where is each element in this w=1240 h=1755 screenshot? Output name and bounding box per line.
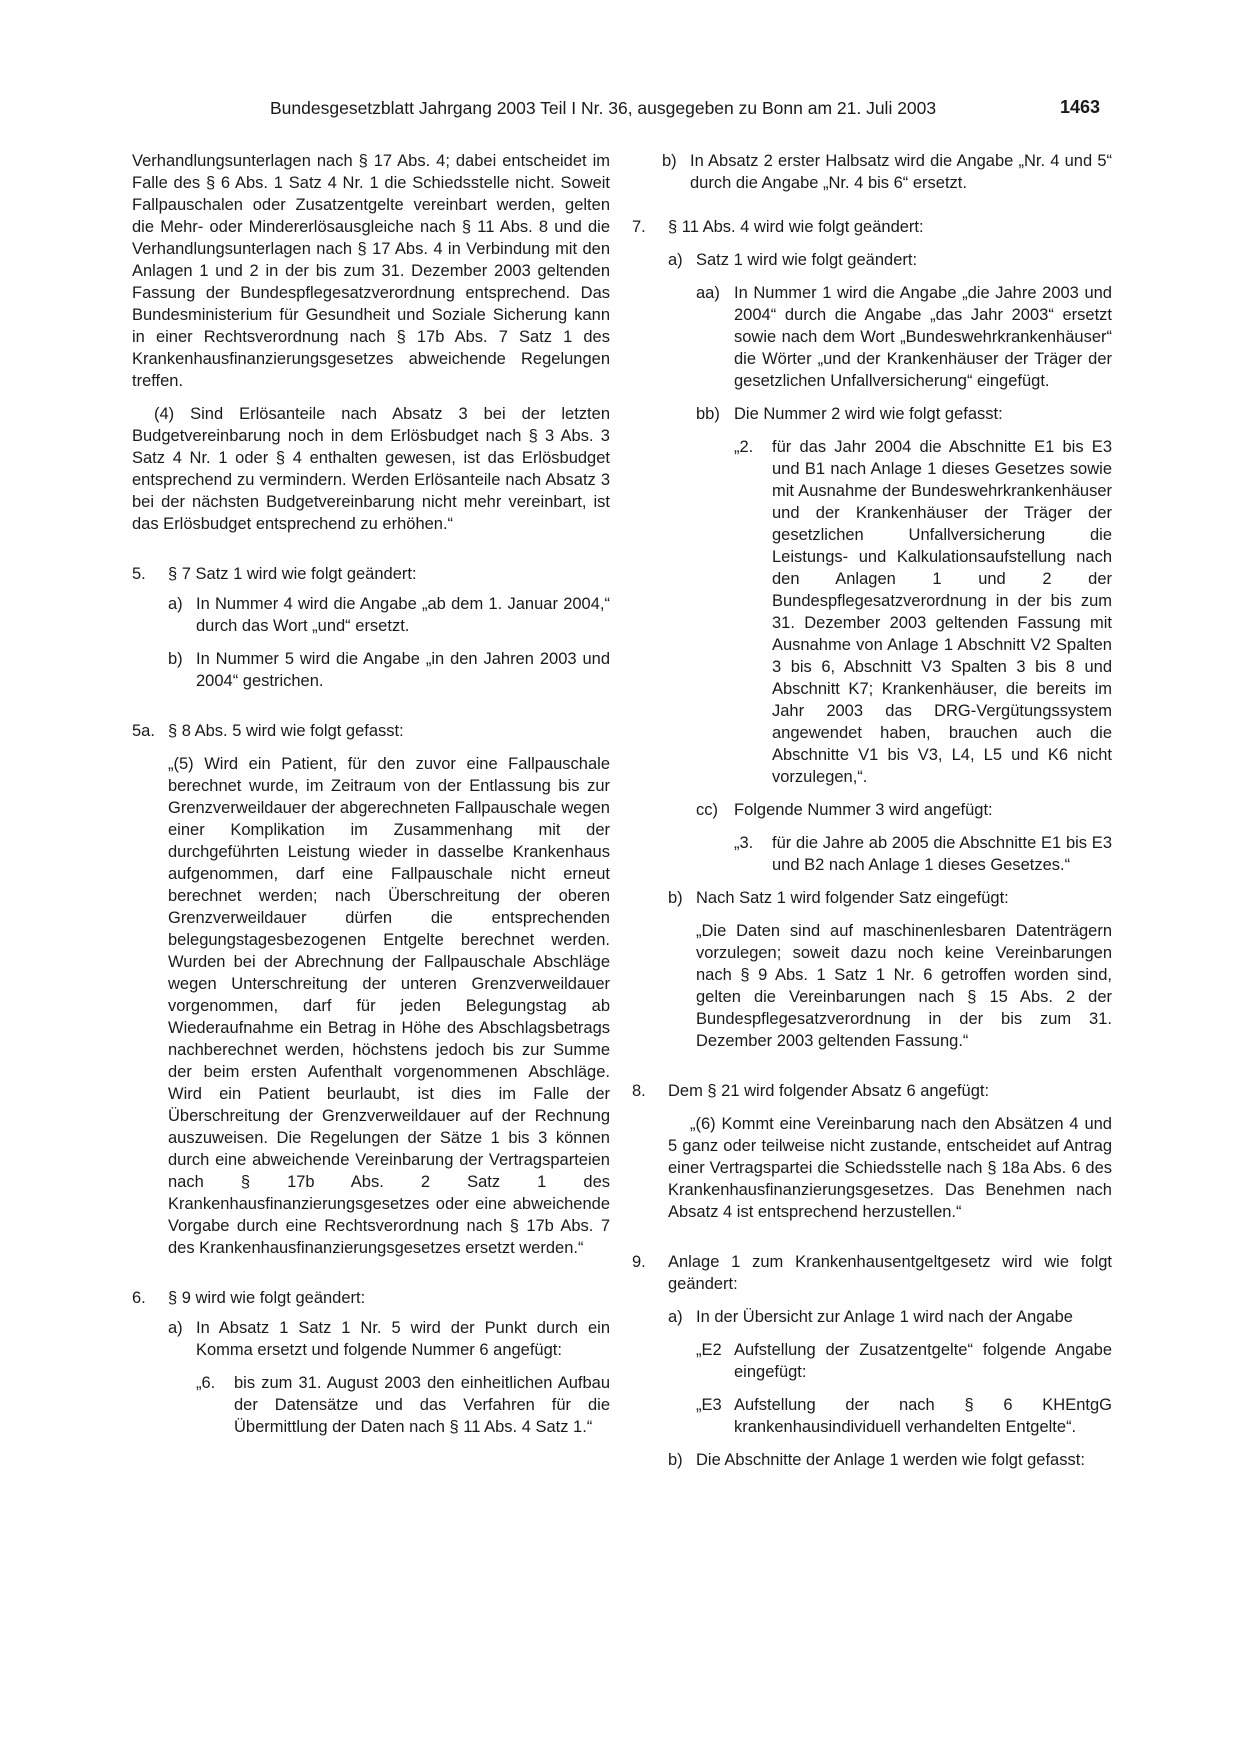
quoted-paragraph: „(5) Wird ein Patient, für den zuvor eine Fallpauschale berechnet wurde, im Zeitraum von der Entlassung bis zur Grenzverweildauer der abgerechneten Fallpauschale wegen einer Komplikation im Zusammenhang mit der durchgeführten Leistung wieder in dasselbe Krankenhaus aufgenommen, darf eine Fallpauschale nicht erneut berechnet werden; nach Überschreitung der oberen Grenzverweildauer dürfen die entsprechenden belegungstagesbezogenen Entgelte berechnet werden. Wurden bei der Abrechnung der Fallpauschale Abschläge wegen Unterschreitung der unteren Grenzverweildauer vorgenommen, darf für jeden Belegungstag ab Wiederaufnahme ein Betrag in Höhe des Abschlagsbetrags nachberechnet werden, höchstens jedoch bis zur Summe der beim ersten Aufenthalt vorgenommenen Abschläge. Wird ein Patient beurlaubt, ist dies im Falle der Überschreitung der Grenzverweildauer auf der Rechnung auszuweisen. Die Regelungen der Sätze 1 bis 3 können durch eine abweichende Vereinbarung der Vertragsparteien nach § 17b Abs. 2 Satz 1 des Krankenhausfinanzierungsgesetzes oder eine abweichende Vorgabe durch eine Rechtsverordnung nach § 17b Abs. 7 des Krankenhausfinanzierungsgesetzes ersetzt werden.“ — [168, 755, 610, 1257]
subitem-cc — [696, 799, 1112, 876]
subitem-label: a) — [668, 251, 683, 269]
page-number: 1463 — [1059, 97, 1100, 117]
subitem-5a — [168, 593, 610, 637]
item-5 — [132, 563, 610, 692]
item-7 — [632, 216, 1112, 1052]
subitem-text: Die Abschnitte der Anlage 1 werden wie folgt gefasst: — [696, 1451, 1085, 1469]
subitem-label: a) — [668, 1308, 683, 1326]
subitem-bb — [696, 403, 1112, 788]
quoted-paragraph: „(6) Kommt eine Vereinbarung nach den Absätzen 4 und 5 ganz oder teilweise nicht zustande, entscheidet auf Antrag einer Vertragspartei die Schiedsstelle nach § 18a Abs. 6 des Krankenhausfinanzierungsgesetzes. Das Benehmen nach Absatz 4 ist entsprechend herzustellen.“ — [668, 1115, 1112, 1221]
continuation-paragraph: Verhandlungsunterlagen nach § 17 Abs. 4; dabei entscheidet im Falle des § 6 Abs. 1 Satz 4 Nr. 1 die Schiedsstelle nicht. Soweit Fallpauschalen oder Zusatzentgelte vereinbart werden, gelten die Mehr- oder Mindererlösausgleiche nach § 11 Abs. 8 und die Verhandlungsunterlagen nach § 17 Abs. 4 in Verbindung mit den Anlagen 1 und 2 in der bis zum 31. Dezember 2003 geltenden Fassung der Bundespflegesatzverordnung entsprechend. Das Bundesministerium für Gesundheit und Soziale Sicherung kann in einer Rechtsverordnung nach § 17b Abs. 7 Satz 1 des Krankenhausfinanzierungsgesetzes abweichende Regelungen treffen. — [132, 152, 610, 390]
right-column — [632, 150, 1112, 1471]
running-title: Bundesgesetzblatt Jahrgang 2003 Teil I Nr. 36, ausgegeben zu Bonn am 21. Juli 2003 — [270, 98, 937, 118]
subitem-label: b) — [168, 650, 183, 668]
subitem-label: cc) — [696, 801, 718, 819]
page-header — [270, 98, 1100, 128]
item-text: Anlage 1 zum Krankenhausentgeltgesetz wird wie folgt geändert: — [668, 1253, 1112, 1293]
item-number: 6. — [132, 1289, 146, 1307]
quoted-sentence: „Die Daten sind auf maschinenlesbaren Datenträgern vorzulegen; soweit dazu noch keine Vereinbarungen nach § 9 Abs. 1 Satz 1 Nr. 6 getroffen worden sind, gelten die Vereinbarungen nach § 15 Abs. 2 der Bundespflegesatzverordnung in der bis zum 31. Dezember 2003 geltenden Fassung.“ — [696, 922, 1112, 1050]
item-5a — [132, 720, 610, 1259]
subitem-text: In Nummer 4 wird die Angabe „ab dem 1. Januar 2004,“ durch das Wort „und“ ersetzt. — [196, 595, 610, 635]
item-number: 9. — [632, 1253, 646, 1271]
subitem-text: Folgende Nummer 3 wird angefügt: — [734, 801, 993, 819]
subitem-label: aa) — [696, 284, 720, 302]
subitem-7a — [668, 249, 1112, 876]
quoted-number-3 — [734, 832, 1112, 876]
quote-label: „2. — [734, 438, 754, 456]
quote-text: für die Jahre ab 2005 die Abschnitte E1 bis E3 und B2 nach Anlage 1 dieses Gesetzes.“ — [772, 834, 1112, 874]
quoted-number-2 — [734, 436, 1112, 788]
quote-label: „E2 — [696, 1341, 722, 1359]
item-text: § 7 Satz 1 wird wie folgt geändert: — [168, 565, 417, 583]
item-text: Dem § 21 wird folgender Absatz 6 angefügt: — [668, 1082, 990, 1100]
item-number: 8. — [632, 1082, 646, 1100]
item-text: § 9 wird wie folgt geändert: — [168, 1289, 366, 1307]
subitem-text: In Absatz 1 Satz 1 Nr. 5 wird der Punkt durch ein Komma ersetzt und folgende Nummer 6 angefügt: — [196, 1319, 610, 1359]
item-9 — [632, 1251, 1112, 1471]
item-text: § 11 Abs. 4 wird wie folgt geändert: — [668, 218, 924, 236]
subitem-label: a) — [168, 1319, 183, 1337]
subitem-label: b) — [668, 889, 683, 907]
quote-label: „E3 — [696, 1396, 722, 1414]
item-6 — [132, 1287, 610, 1438]
quote-text: für das Jahr 2004 die Abschnitte E1 bis E3 und B1 nach Anlage 1 dieses Gesetzes sowie mit Ausnahme der Bundeswehrkrankenhäuser und der Krankenhäuser der Träger der gesetzlichen Unfallversicherung die Leistungs- und Kalkulationsaufstellung nach den Anlagen 1 und 2 der Bundespflegesatzverordnung in der bis zum 31. Dezember 2003 geltenden Fassung mit Ausnahme von Anlage 1 Abschnitt V2 Spalten 3 bis 6, Abschnitt V3 Spalten 3 bis 8 und Abschnitt K7; Krankenhäuser, die bereits im Jahr 2003 das DRG-Vergütungssystem angewendet haben, brauchen auch die Abschnitte V1 bis V3, L4, L5 und K6 nicht vorzulegen,“. — [772, 438, 1112, 786]
subitem-5b — [168, 648, 610, 692]
subitem-7b — [668, 887, 1112, 1052]
item-number: 5. — [132, 565, 146, 583]
item-8 — [632, 1080, 1112, 1223]
subitem-text: Satz 1 wird wie folgt geändert: — [696, 251, 918, 269]
subitem-label: bb) — [696, 405, 720, 423]
quote-text: bis zum 31. August 2003 den einheitlichen Aufbau der Datensätze und das Verfahren für die Übermittlung der Daten nach § 11 Abs. 4 Satz 1.“ — [234, 1374, 610, 1436]
subitem-label: a) — [168, 595, 183, 613]
subitem-text: Nach Satz 1 wird folgender Satz eingefügt: — [696, 889, 1009, 907]
subitem-text: In Absatz 2 erster Halbsatz wird die Angabe „Nr. 4 und 5“ durch die Angabe „Nr. 4 bis 6“ ersetzt. — [690, 152, 1112, 192]
item-number: 5a. — [132, 722, 155, 740]
subitem-label: b) — [668, 1451, 683, 1469]
quote-label: „6. — [196, 1374, 216, 1392]
item-number: 7. — [632, 218, 646, 236]
quoted-number-6 — [196, 1372, 610, 1438]
quote-label: „3. — [734, 834, 754, 852]
left-column — [132, 150, 610, 1438]
quoted-e3 — [696, 1394, 1112, 1438]
item-text: § 8 Abs. 5 wird wie folgt gefasst: — [168, 722, 404, 740]
subitem-6a — [168, 1317, 610, 1438]
quoted-e2 — [696, 1339, 1112, 1383]
subitem-text: Die Nummer 2 wird wie folgt gefasst: — [734, 405, 1003, 423]
subitem-6b — [662, 150, 1112, 194]
subitem-text: In Nummer 5 wird die Angabe „in den Jahren 2003 und 2004“ gestrichen. — [196, 650, 610, 690]
subitem-text: In Nummer 1 wird die Angabe „die Jahre 2003 und 2004“ durch die Angabe „das Jahr 2003“ ersetzt sowie nach dem Wort „Bundeswehrkrankenhäuser“ die Wörter „und der Krankenhäuser der Träger der gesetzlichen Unfallversicherung“ eingefügt. — [734, 284, 1112, 390]
subitem-label: b) — [662, 152, 677, 170]
quote-text: Aufstellung der Zusatzentgelte“ folgende Angabe eingefügt: — [734, 1341, 1112, 1381]
quote-text: Aufstellung der nach § 6 KHEntgG krankenhausindividuell verhandelten Entgelte“. — [734, 1396, 1112, 1436]
subitem-9a — [668, 1306, 1112, 1438]
subitem-text: In der Übersicht zur Anlage 1 wird nach der Angabe — [696, 1308, 1073, 1326]
subitem-9b — [668, 1449, 1112, 1471]
paragraph-4: (4) Sind Erlösanteile nach Absatz 3 bei der letzten Budgetvereinbarung noch in dem Erlösbudget nach § 3 Abs. 3 Satz 4 Nr. 1 oder § 4 enthalten gewesen, ist das Erlösbudget entsprechend zu vermindern. Werden Erlösanteile nach Absatz 3 bei der nächsten Budgetvereinbarung nicht mehr vereinbart, ist das Erlösbudget entsprechend zu erhöhen.“ — [132, 405, 610, 533]
subitem-aa — [696, 282, 1112, 392]
